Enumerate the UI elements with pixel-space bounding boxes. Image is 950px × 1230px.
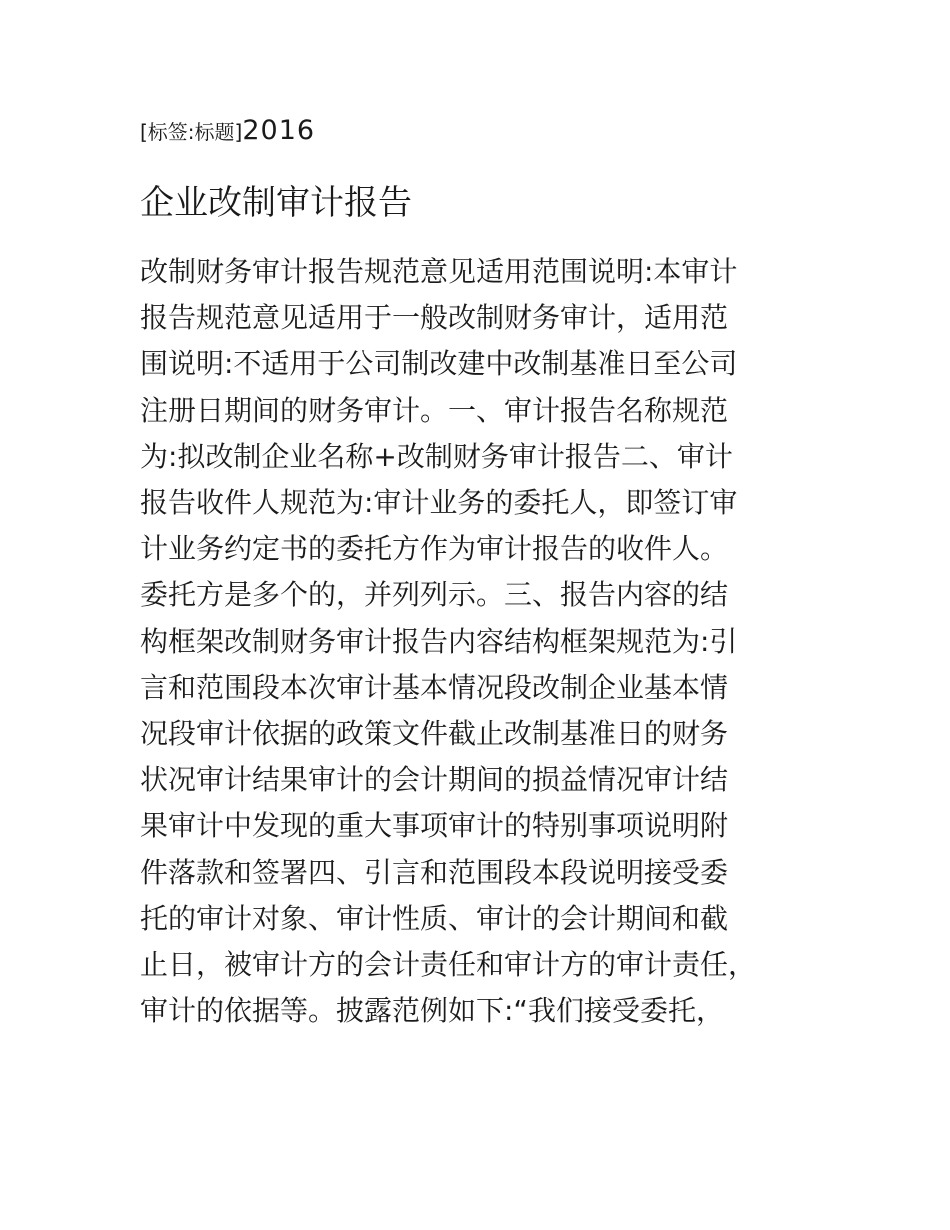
body-line: 改制财务审计报告规范意见适用范围说明:本审计 [140, 255, 738, 288]
body-text [140, 249, 830, 1034]
body-line: 件落款和签署四、引言和范围段本段说明接受委 [140, 855, 729, 889]
body-line: 况段审计依据的政策文件截止改制基准日的财务 [140, 717, 729, 751]
body-line: 止日，被审计方的会计责任和审计方的审计责任， [140, 948, 757, 982]
body-line: 状况审计结果审计的会计期间的损益情况审计结 [140, 763, 729, 797]
tag-label: [标签:标题] [140, 120, 243, 144]
body-line: 注册日期间的财务审计。一、审计报告名称规范 [140, 393, 729, 427]
body-line: 委托方是多个的，并列列示。三、报告内容的结 [140, 578, 729, 612]
tag-year: 2016 [242, 115, 316, 146]
body-line: 言和范围段本次审计基本情况段改制企业基本情 [140, 670, 729, 704]
tag-line [140, 114, 315, 151]
body-line: 审计的依据等。披露范例如下:“我们接受委托， [140, 994, 724, 1028]
body-line: 报告收件人规范为:审计业务的委托人，即签订审 [140, 486, 738, 520]
body-line: 围说明:不适用于公司制改建中改制基准日至公司 [140, 347, 738, 381]
body-line: 计业务约定书的委托方作为审计报告的收件人。 [140, 532, 729, 566]
body-line: 报告规范意见适用于一般改制财务审计，适用范 [140, 301, 729, 335]
body-line: 为:拟改制企业名称+改制财务审计报告二、审计 [140, 439, 733, 473]
body-line: 构框架改制财务审计报告内容结构框架规范为:引 [140, 624, 738, 658]
body-line: 果审计中发现的重大事项审计的特别事项说明附 [140, 809, 729, 843]
body-line: 托的审计对象、审计性质、审计的会计期间和截 [140, 901, 729, 935]
document-title: 企业改制审计报告 [140, 183, 412, 223]
